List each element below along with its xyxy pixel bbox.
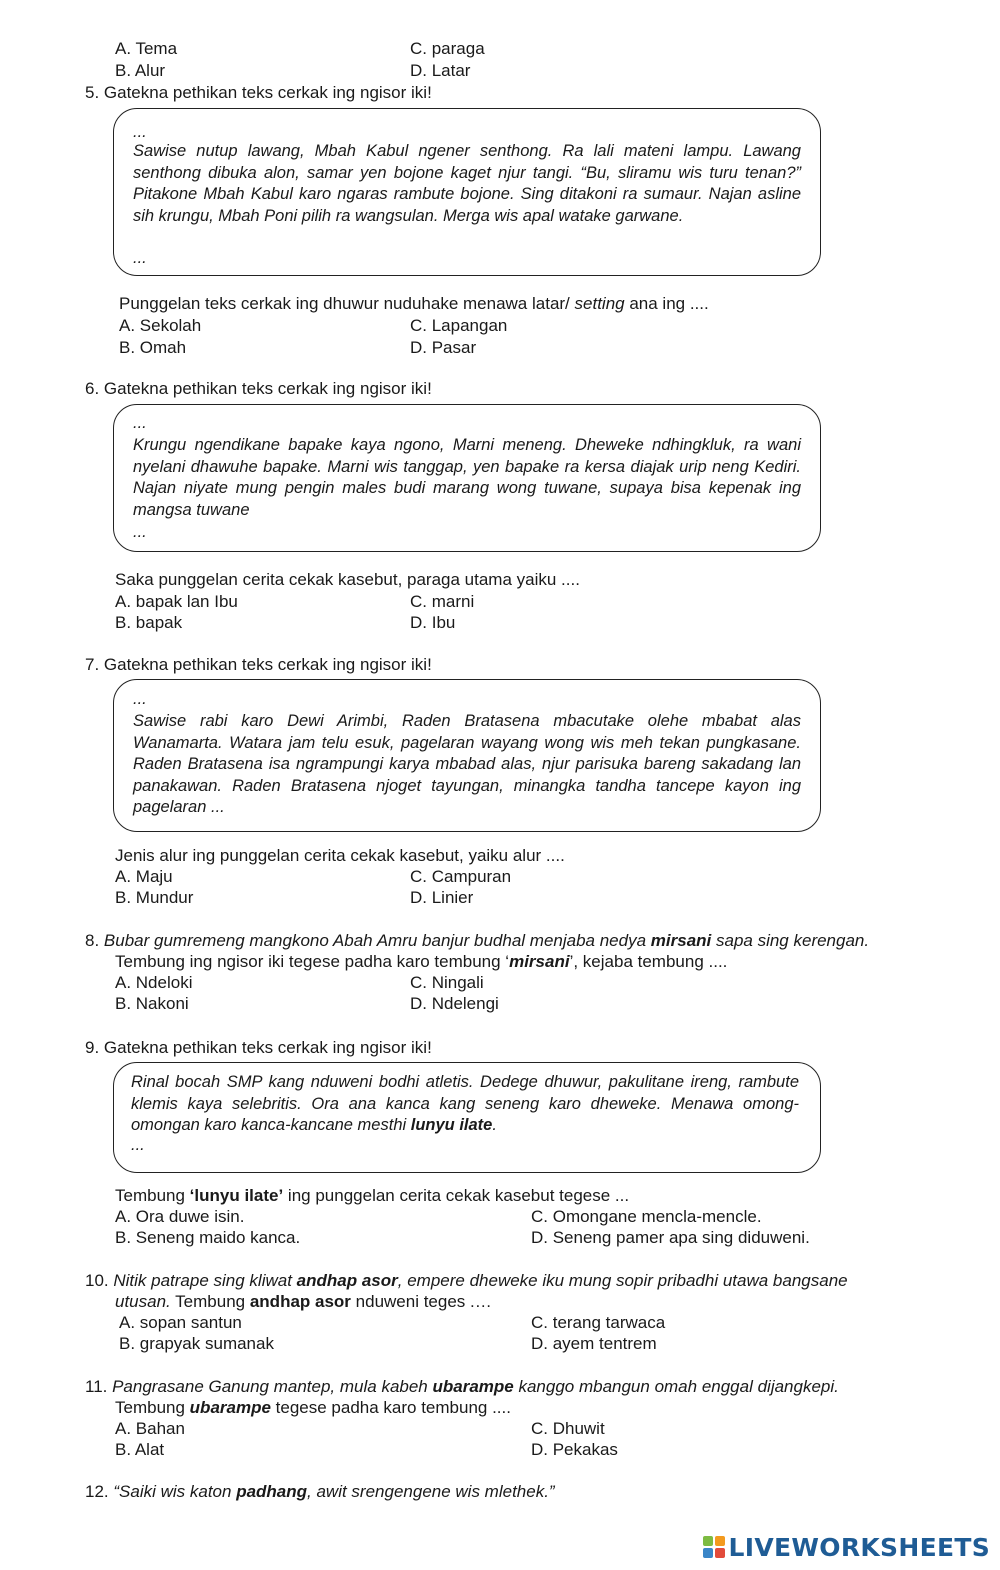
q5-passage-text: Sawise nutup lawang, Mbah Kabul ngener senthong. Ra lali mateni lampu. Lawang senthong dibuka alon, samar yen bojone kaget njur tangi. “Bu, sliramu wis turu tenan?” Pitakone Mbah Kabul karo ngaras rambute bojone. Sing ditakoni ra sumaur. Najan asline sih krungu, Mbah Poni pilih ra wangsulan. Merga wis apal watake garwane. (133, 142, 801, 225)
q11-option-c[interactable]: C. Dhuwit (531, 1419, 605, 1438)
q9-option-c[interactable]: C. Omongane mencla-mencle. (531, 1207, 762, 1226)
q11-question: Tembung ubarampe tegese padha karo tembung .... (115, 1398, 511, 1417)
q9-option-a[interactable]: A. Ora duwe isin. (115, 1207, 245, 1226)
q9-question: Tembung ‘lunyu ilate’ ing punggelan cerita cekak kasebut tegese ... (115, 1186, 630, 1205)
q5-option-c[interactable]: C. Lapangan (410, 316, 508, 335)
q5-option-d[interactable]: D. Pasar (410, 338, 477, 357)
q9-option-b[interactable]: B. Seneng maido kanca. (115, 1228, 301, 1247)
q9-passage-text: Rinal bocah SMP kang nduweni bodhi atletis. Dedege dhuwur, pakulitane ireng, rambute klemis kaya selebritis. Ora ana kanca kang seneng karo dheweke. Menawa omong-omongan karo kanca-kancane mesthi lunyu ilate. (131, 1073, 799, 1134)
q7-option-a[interactable]: A. Maju (115, 867, 173, 886)
q12-statement: 12. “Saiki wis katon padhang, awit srengengene wis mlethek.” (85, 1482, 555, 1501)
q6-passage-ellipsis-top: ... (133, 414, 147, 432)
q6-passage-ellipsis-bottom: ... (133, 523, 147, 541)
q7-heading: 7. Gatekna pethikan teks cerkak ing ngisor iki! (85, 655, 432, 674)
q10-question: utusan. Tembung andhap asor nduweni teges .… (115, 1292, 492, 1311)
q9-passage-ellipsis-bottom: ... (131, 1136, 145, 1154)
q10-option-a[interactable]: A. sopan santun (119, 1313, 242, 1332)
q8-option-d[interactable]: D. Ndelengi (410, 994, 499, 1013)
q11-option-d[interactable]: D. Pekakas (531, 1440, 618, 1459)
q6-question: Saka punggelan cerita cekak kasebut, paraga utama yaiku .... (115, 570, 580, 589)
q8-question: Tembung ing ngisor iki tegese padha karo tembung ‘mirsani’, kejaba tembung .... (115, 952, 728, 971)
logo-mark-icon (703, 1536, 725, 1558)
q5-passage-ellipsis-top: ... (133, 123, 147, 141)
q5-passage-ellipsis-bottom: ... (133, 249, 147, 267)
q6-passage-text: Krungu ngendikane bapake kaya ngono, Marni meneng. Dheweke ndhingkluk, ra wani nyelani dhawuhe bapake. Marni wis tanggap, yen bapake ra kersa diajak urip neng Kediri. Najan niyate mung pengin males budi marang wong tuwane, supaya bisa kepenak ing mangsa tuwane (133, 436, 801, 519)
q7-passage-text: Sawise rabi karo Dewi Arimbi, Raden Bratasena mbacutake olehe mbabat alas Wanamarta. Watara jam telu esuk, pagelaran wayang wong wis meh tekan pungkasane. Raden Bratasena isa ngrampungi karya mbabad alas, njur parisuka bareng sakadang lan panakawan. Raden Bratasena njoget tayungan, minangka tandha tancepe kayon ing pagelaran ... (133, 712, 801, 816)
q4-option-a[interactable]: A. Tema (115, 39, 178, 58)
q10-option-d[interactable]: D. ayem tentrem (531, 1334, 657, 1353)
q4-option-c[interactable]: C. paraga (410, 39, 485, 58)
q8-option-a[interactable]: A. Ndeloki (115, 973, 193, 992)
q9-heading: 9. Gatekna pethikan teks cerkak ing ngisor iki! (85, 1038, 432, 1057)
q11-option-a[interactable]: A. Bahan (115, 1419, 185, 1438)
q8-option-b[interactable]: B. Nakoni (115, 994, 189, 1013)
q6-option-a[interactable]: A. bapak lan Ibu (115, 592, 238, 611)
q6-option-b[interactable]: B. bapak (115, 613, 183, 632)
q5-heading: 5. Gatekna pethikan teks cerkak ing ngisor iki! (85, 83, 432, 102)
q6-heading: 6. Gatekna pethikan teks cerkak ing ngisor iki! (85, 379, 432, 398)
q10-option-c[interactable]: C. terang tarwaca (531, 1313, 666, 1332)
q4-option-d[interactable]: D. Latar (410, 61, 471, 80)
q7-question: Jenis alur ing punggelan cerita cekak kasebut, yaiku alur .... (115, 846, 565, 865)
q5-option-a[interactable]: A. Sekolah (119, 316, 202, 335)
q7-passage-ellipsis-top: ... (133, 690, 147, 708)
q7-option-d[interactable]: D. Linier (410, 888, 474, 907)
q10-option-b[interactable]: B. grapyak sumanak (119, 1334, 274, 1353)
q7-option-b[interactable]: B. Mundur (115, 888, 194, 907)
q6-option-c[interactable]: C. marni (410, 592, 475, 611)
q11-statement: 11. Pangrasane Ganung mantep, mula kabeh ubarampe kanggo mbangun omah enggal dijangkepi. (85, 1377, 839, 1396)
q10-statement: 10. Nitik patrape sing kliwat andhap asor, empere dheweke iku mung sopir pribadhi utawa bangsane (85, 1271, 848, 1290)
q8-statement: 8. Bubar gumremeng mangkono Abah Amru banjur budhal menjaba nedya mirsani sapa sing kerengan. (85, 931, 870, 950)
q9-option-d[interactable]: D. Seneng pamer apa sing diduweni. (531, 1228, 810, 1247)
q5-option-b[interactable]: B. Omah (119, 338, 187, 357)
liveworksheets-logo[interactable] (703, 1530, 990, 1564)
logo-text: LIVEWORKSHEETS (728, 1532, 990, 1562)
q8-option-c[interactable]: C. Ningali (410, 973, 484, 992)
q5-question: Punggelan teks cerkak ing dhuwur nuduhake menawa latar/ setting ana ing .... (119, 294, 709, 313)
q11-option-b[interactable]: B. Alat (115, 1440, 165, 1459)
q6-option-d[interactable]: D. Ibu (410, 613, 456, 632)
q7-option-c[interactable]: C. Campuran (410, 867, 512, 886)
q4-option-b[interactable]: B. Alur (115, 61, 166, 80)
